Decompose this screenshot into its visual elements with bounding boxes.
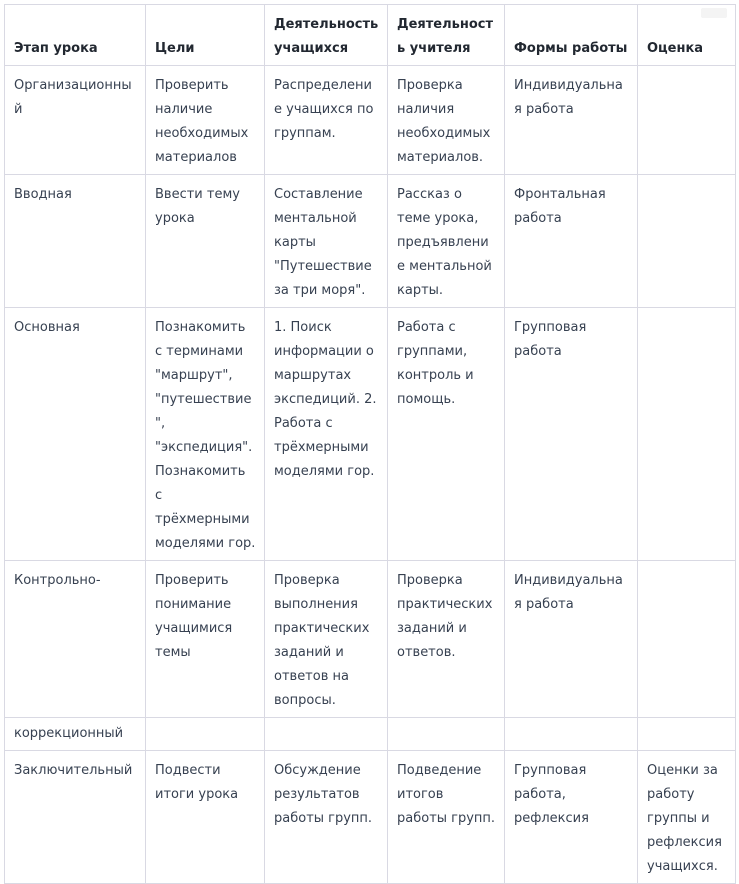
table-cell: [505, 718, 638, 751]
lesson-plan-table: [4, 4, 736, 884]
table-cell: Проверить понимание учащимися темы: [146, 561, 265, 718]
table-cell: Индивидуальная работа: [505, 561, 638, 718]
table-row: [5, 308, 736, 561]
table-cell: [638, 718, 736, 751]
table-cell: [638, 175, 736, 308]
table-cell: Индивидуальная работа: [505, 66, 638, 175]
table-cell: [265, 718, 388, 751]
table-cell: [638, 66, 736, 175]
table-cell: [638, 308, 736, 561]
lesson-plan-table-container: [4, 4, 735, 884]
table-row: [5, 175, 736, 308]
table-cell: Составление ментальной карты "Путешествие за три моря".: [265, 175, 388, 308]
table-cell: Вводная: [5, 175, 146, 308]
header-teacher-activity: Деятельность учителя: [388, 5, 505, 66]
table-cell: [388, 718, 505, 751]
table-cell: Заключительный: [5, 751, 146, 884]
table-cell: Рассказ о теме урока, предъявление ментальной карты.: [388, 175, 505, 308]
table-cell: Обсуждение результатов работы групп.: [265, 751, 388, 884]
header-student-activity: Деятельность учащихся: [265, 5, 388, 66]
table-cell: Основная: [5, 308, 146, 561]
table-header-row: [5, 5, 736, 66]
table-cell: Проверить наличие необходимых материалов: [146, 66, 265, 175]
table-row: [5, 751, 736, 884]
table-cell: [638, 561, 736, 718]
table-cell: Проверка практических заданий и ответов.: [388, 561, 505, 718]
table-cell: Контрольно-: [5, 561, 146, 718]
table-cell: Групповая работа: [505, 308, 638, 561]
table-cell: Фронтальная работа: [505, 175, 638, 308]
table-row: [5, 718, 736, 751]
header-goals: Цели: [146, 5, 265, 66]
table-row: [5, 561, 736, 718]
table-cell: Проверка выполнения практических заданий и ответов на вопросы.: [265, 561, 388, 718]
header-stage: Этап урока: [5, 5, 146, 66]
table-cell: 1. Поиск информации о маршрутах экспедиций. 2. Работа с трёхмерными моделями гор.: [265, 308, 388, 561]
table-cell: Организационный: [5, 66, 146, 175]
table-cell: Познакомить с терминами "маршрут", "путешествие", "экспедиция". Познакомить с трёхмерными моделями гор.: [146, 308, 265, 561]
table-cell: Ввести тему урока: [146, 175, 265, 308]
table-cell: Подведение итогов работы групп.: [388, 751, 505, 884]
table-row: [5, 66, 736, 175]
table-cell: Групповая работа, рефлексия: [505, 751, 638, 884]
header-work-forms: Формы работы: [505, 5, 638, 66]
table-cell: Проверка наличия необходимых материалов.: [388, 66, 505, 175]
table-cell: коррекционный: [5, 718, 146, 751]
table-cell: Работа с группами, контроль и помощь.: [388, 308, 505, 561]
table-cell: [146, 718, 265, 751]
table-cell: Оценки за работу группы и рефлексия учащихся.: [638, 751, 736, 884]
table-cell: Подвести итоги урока: [146, 751, 265, 884]
table-cell: Распределение учащихся по группам.: [265, 66, 388, 175]
header-assessment: Оценка: [638, 5, 736, 66]
